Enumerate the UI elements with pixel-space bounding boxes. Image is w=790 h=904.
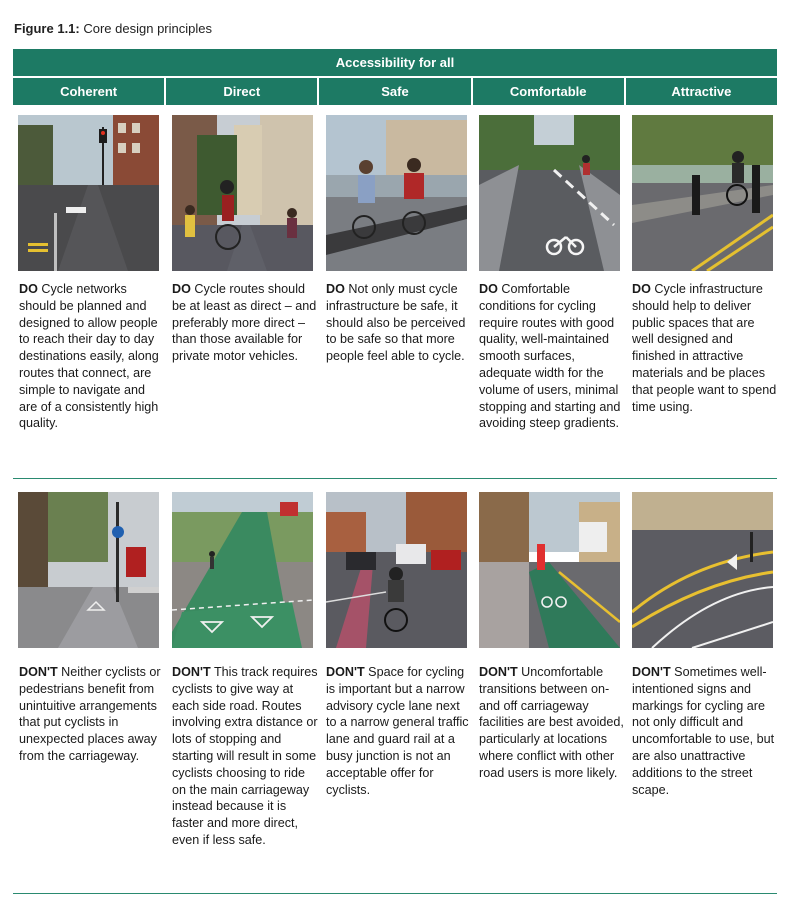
header-comfortable: Comfortable	[473, 78, 624, 105]
dont-label: DON'T	[632, 665, 671, 679]
photo-comfortable-dont	[479, 492, 620, 648]
comfortable-dont-description: Uncomfortable transitions between on-and off carriageway facilities are best avoided, particularly at locations where conflict with other road users is more likely.	[479, 665, 624, 780]
coherent-do-description: Cycle networks should be planned and designed to allow people to reach their day to day destinations easily, along routes that connect, are simple to navigate and are of a consistently high quality.	[19, 282, 159, 431]
attractive-dont-text	[632, 664, 778, 798]
do-label: DO	[19, 282, 38, 296]
coherent-dont-description: Neither cyclists or pedestrians benefit from unintuitive arrangements that put cyclists in unexpected places away from the carriageway.	[19, 665, 161, 763]
header-coherent: Coherent	[13, 78, 164, 105]
accessibility-banner: Accessibility for all	[13, 49, 777, 76]
attractive-do-text	[632, 281, 778, 415]
dont-label: DON'T	[172, 665, 211, 679]
photo-direct-dont	[172, 492, 313, 648]
photo-coherent-do	[18, 115, 159, 271]
header-direct: Direct	[166, 78, 317, 105]
header-attractive: Attractive	[626, 78, 777, 105]
safe-do-text	[326, 281, 472, 365]
do-label: DO	[632, 282, 651, 296]
dont-label: DON'T	[326, 665, 365, 679]
figure-caption	[14, 21, 212, 36]
direct-dont-description: This track requires cyclists to give way at each side road. Routes involving extra distance or lots of stopping and starting will result in some cyclists choosing to ride on the main carriageway instead because it is faster and more direct, even if less safe.	[172, 665, 318, 847]
comfortable-do-description: Comfortable conditions for cycling require routes with good quality, well-maintained smooth surfaces, adequate width for the volume of users, minimal stopping and starting and avoiding steep gradients.	[479, 282, 621, 431]
do-label: DO	[172, 282, 191, 296]
do-label: DO	[479, 282, 498, 296]
photo-coherent-dont	[18, 492, 159, 648]
dont-label: DON'T	[479, 665, 518, 679]
do-label: DO	[326, 282, 345, 296]
photo-attractive-do	[632, 115, 773, 271]
direct-do-description: Cycle routes should be at least as direct – and preferably more direct – than those available for private motor vehicles.	[172, 282, 317, 364]
photo-comfortable-do	[479, 115, 620, 271]
safe-do-description: Not only must cycle infrastructure be safe, it should also be perceived to be safe so that more people feel able to cycle.	[326, 282, 466, 364]
safe-dont-description: Space for cycling is important but a narrow advisory cycle lane next to a narrow general traffic lane and guard rail at a busy junction is not an acceptable offer for cyclists.	[326, 665, 469, 797]
comfortable-dont-text	[479, 664, 625, 782]
coherent-do-text	[19, 281, 165, 432]
photo-attractive-dont	[632, 492, 773, 648]
attractive-dont-description: Sometimes well-intentioned signs and markings for cycling are not only difficult and uncomfortable to use, but are also unattractive additions to the street scape.	[632, 665, 775, 797]
dont-label: DON'T	[19, 665, 58, 679]
figure-title: Core design principles	[79, 21, 212, 36]
photo-safe-dont	[326, 492, 467, 648]
attractive-do-description: Cycle infrastructure should help to deliver public spaces that are well designed and finished in attractive materials and be places that people want to spend time using.	[632, 282, 777, 414]
direct-dont-text	[172, 664, 318, 849]
figure-label: Figure 1.1:	[14, 21, 80, 36]
photo-safe-do	[326, 115, 467, 271]
row-divider	[13, 478, 777, 479]
column-headers	[13, 78, 777, 105]
safe-dont-text	[326, 664, 472, 798]
photo-direct-do	[172, 115, 313, 271]
comfortable-do-text	[479, 281, 625, 432]
bottom-divider	[13, 893, 777, 894]
header-safe: Safe	[319, 78, 470, 105]
direct-do-text	[172, 281, 318, 365]
coherent-dont-text	[19, 664, 165, 765]
